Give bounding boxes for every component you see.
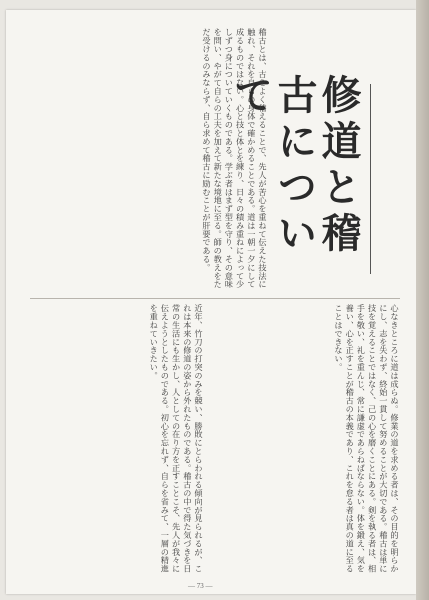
page-number: — 73 — (188, 582, 213, 590)
left-bottom-text-columns: 近年、竹刀の打突のみを競い、勝敗にとらわれる傾向が見られるが、これは本来の修道の姿から外れたものである。稽古の中で得た気づきを日常の生活にも生かし、人としての在り方を正すことこそ、先人が我々に伝えようとしたものである。初心を忘れず、自らを省みて、一層の精進を重ねていきたい。 (149, 304, 204, 573)
right-bottom-text-columns: 心なきところに道は成らぬ。修業の道を求める者は、その目的を明らかにし、志を失わず、終始一貫して努めることが大切である。稽古は単に技を覚えることではなく、己の心を磨くことにある。剣を執る者は、相手を敬い、礼を重んじ、常に謙虚であらねばならない。体を鍛え、気を養い、心を正すことが稽古の本義であり、これを怠る者は真の道に至ることはできない。 (333, 304, 400, 573)
section-divider (30, 298, 400, 299)
top-text-columns: 稽古とは、古をよく稽えることで、先人が苦心を重ねて伝えた技法に触れ、それを自らの身体で確かめることである。道は一朝一夕にして成るものではない。心と技と体とを練り、日々の積み重ねによって少しずつ身についていくものである。学ぶ者はまず型を守り、その意味を問い、やがて自らの工夫を加えて新たな境地に至る。師の教えをただ受けるのみならず、自ら求めて稽古に励むことが肝要である。 (201, 28, 268, 289)
book-binding-edge (416, 0, 429, 600)
article-title: 修道と稽古について (227, 74, 362, 258)
title-rule (370, 84, 371, 274)
